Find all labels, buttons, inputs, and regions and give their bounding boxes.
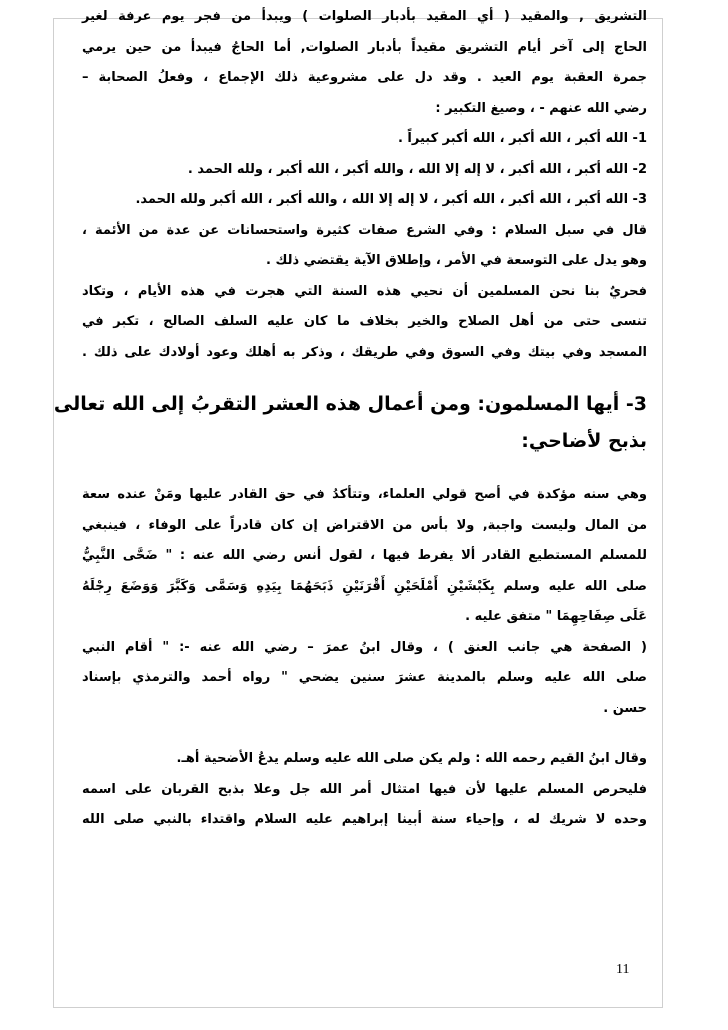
text-line: ( الصفحة هي جانب العنق ) ، وقال ابنُ عمرَ – رضي الله عنه -: " أقام النبي — [82, 639, 647, 655]
paragraph-takbir — [82, 2, 647, 368]
text-line: وحده لا شريك له ، وإحياء سنة أبينا إبراهيم عليه السلام واقتداء بالنبي صلى الله — [82, 812, 647, 827]
text-line: فحريٌ بنا نحن المسلمين أن نحيي هذه السنة التي هجرت في هذه الأيام ، وتكاد — [82, 283, 647, 299]
heading-line: بذبح لأضاحي: — [521, 430, 647, 452]
spacer — [82, 460, 647, 480]
text-line: تنسى حتى من أهل الصلاح والخير بخلاف ما كان عليه السلف الصالح ، تكبر في — [82, 314, 647, 329]
hadith-line: للمسلم المستطيع القادر ألا يفرط فيها ، لقول أنس رضي الله عنه : " ضَحَّى النَّبِيُّ — [82, 548, 647, 563]
page-content — [53, 2, 647, 836]
text-line: وهي سنه مؤكدة في أصح قولي العلماء، وتتأكدُ في حق القادر عليها ومَنْ عنده سعة — [82, 487, 647, 502]
text-line: حسن . — [603, 700, 647, 716]
spacer — [82, 724, 647, 744]
text-line: المسجد وفي بيتك وفي السوق وفي طريقك ، وذكر به أهلك وعود أولادك على ذلك . — [82, 344, 647, 360]
text-line: الحاج إلى آخر أيام التشريق مقيداً بأدبار الصلوات, أما الحاجُ فيبدأ من حين يرمي — [82, 39, 647, 55]
takbir-form-2: 2- الله أكبر ، الله أكبر ، لا إله إلا الله ، والله أكبر ، الله أكبر ، ولله الحمد . — [187, 161, 647, 177]
text-line: وقال ابنُ القيم رحمه الله : ولم يكن صلى الله عليه وسلم يدعُ الأضحية أهـ. — [176, 751, 647, 766]
text-line: فليحرص المسلم عليها لأن فيها امتثال أمر الله جل وعلا بذبح القربان على اسمه — [82, 781, 647, 797]
spacer — [82, 368, 647, 386]
text-line: جمرة العقبة يوم العيد . وقد دل على مشروعية ذلك الإجماع ، وفعلُ الصحابة – — [82, 70, 647, 85]
text-line: من المال وليست واجبة, ولا بأس من الاقتراض إن كان قادراً على الوفاء ، فينبغي — [82, 517, 647, 533]
takbir-form-3: 3- الله أكبر ، الله أكبر ، الله أكبر ، لا إله إلا الله ، والله أكبر ، الله أكبر ولله الحمد. — [135, 192, 647, 207]
takbir-form-1: 1- الله أكبر ، الله أكبر ، الله أكبر كبيراً . — [397, 131, 647, 146]
paragraph-udhiyah — [82, 480, 647, 724]
text-line: التشريق , والمقيد ( أي المقيد بأدبار الصلوات ) ويبدأ من فجر يوم عرفة لغير — [82, 9, 647, 24]
section-heading — [53, 386, 647, 460]
text-line: قال في سبل السلام : وفي الشرع صفات كثيرة واستحسانات عن عدة من الأئمة ، — [82, 222, 647, 238]
paragraph-ibn-qayyim — [82, 744, 647, 836]
hadith-line: صلى الله عليه وسلم بِكَبْشَيْنِ أَمْلَحَيْنِ أَقْرَنَيْنِ ذَبَحَهُمَا بِيَدِهِ وَسَمَّى وَكَبَّرَ وَوَضَعَ رِجْلَهُ — [82, 578, 647, 594]
text-line: وهو يدل على التوسعة في الأمر ، وإطلاق الآية يقتضي ذلك . — [266, 253, 647, 268]
heading-line: 3- أيها المسلمون: ومن أعمال هذه العشر التقربُ إلى الله تعالى — [53, 393, 647, 415]
hadith-line: عَلَى صِفَاحِهِمَا " متفق عليه . — [465, 609, 647, 624]
text-line: رضي الله عنهم - ، وصيغ التكبير : — [435, 100, 647, 116]
page-number: 11 — [616, 962, 630, 977]
text-line: صلى الله عليه وسلم بالمدينة عشرَ سنين يضحي " رواه أحمد والترمذي بإسناد — [82, 670, 647, 685]
